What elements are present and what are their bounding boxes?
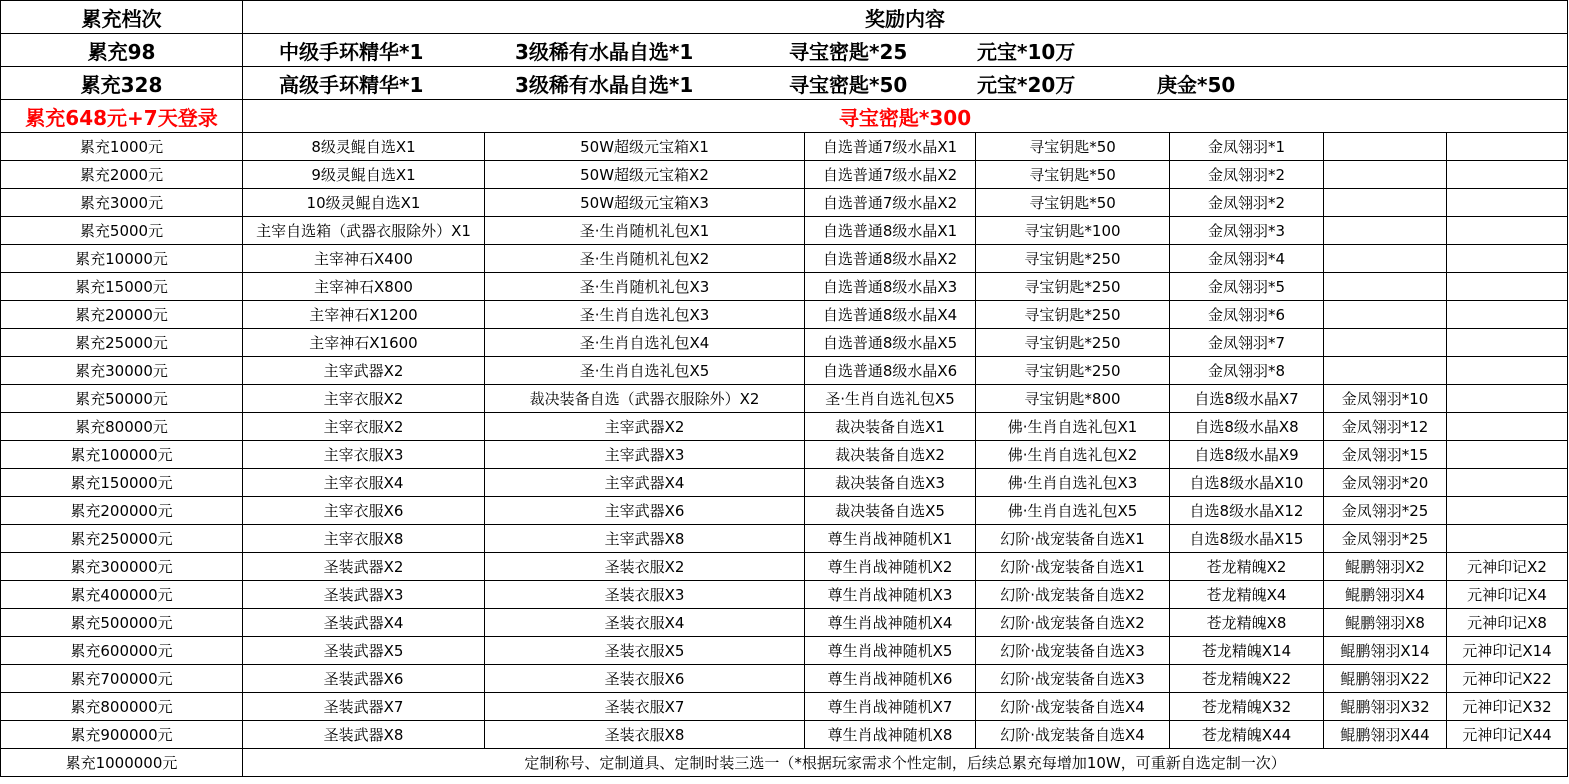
reward-cell: 金凤翎羽*25 <box>1324 525 1447 553</box>
header-row <box>1 1 1568 34</box>
table-row <box>1 553 1568 581</box>
reward-cell: 金凤翎羽*15 <box>1324 441 1447 469</box>
table-row <box>1 189 1568 217</box>
reward-cell: 苍龙精魄X2 <box>1170 553 1324 581</box>
reward-cell: 鲲鹏翎羽X32 <box>1324 693 1447 721</box>
reward-cell: 苍龙精魄X4 <box>1170 581 1324 609</box>
reward-cell: 圣·生肖随机礼包X2 <box>485 245 805 273</box>
tier-cell: 累充30000元 <box>1 357 243 385</box>
reward-cell: 圣装武器X7 <box>243 693 485 721</box>
reward-cell <box>1324 329 1447 357</box>
reward-item: 3级稀有水晶自选*1 <box>515 72 694 97</box>
reward-cell: 圣装衣服X6 <box>485 665 805 693</box>
reward-cell: 尊生肖战神随机X7 <box>805 693 976 721</box>
reward-cell: 金凤翎羽*12 <box>1324 413 1447 441</box>
reward-cell: 尊生肖战神随机X4 <box>805 609 976 637</box>
reward-cell: 圣·生肖自选礼包X5 <box>805 385 976 413</box>
reward-cell: 金凤翎羽*6 <box>1170 301 1324 329</box>
reward-cell: 鲲鹏翎羽X22 <box>1324 665 1447 693</box>
table-row <box>1 609 1568 637</box>
reward-cell: 主宰武器X3 <box>485 441 805 469</box>
reward-cell <box>1324 301 1447 329</box>
reward-cell <box>1324 273 1447 301</box>
reward-cell <box>243 67 1568 100</box>
reward-cell: 圣装武器X3 <box>243 581 485 609</box>
reward-cell: 幻阶·战宠装备自选X2 <box>976 581 1170 609</box>
reward-cell: 裁决装备自选X3 <box>805 469 976 497</box>
reward-cell: 元神印记X44 <box>1447 721 1568 749</box>
reward-cell <box>1447 525 1568 553</box>
reward-cell: 元神印记X32 <box>1447 693 1568 721</box>
reward-cell: 50W超级元宝箱X2 <box>485 161 805 189</box>
tier-cell: 累充25000元 <box>1 329 243 357</box>
table-row <box>1 665 1568 693</box>
reward-cell: 苍龙精魄X14 <box>1170 637 1324 665</box>
reward-cell: 佛·生肖自选礼包X5 <box>976 497 1170 525</box>
reward-cell: 10级灵鲲自选X1 <box>243 189 485 217</box>
reward-cell: 幻阶·战宠装备自选X2 <box>976 609 1170 637</box>
reward-cell: 圣装武器X8 <box>243 721 485 749</box>
reward-cell: 主宰武器X6 <box>485 497 805 525</box>
reward-cell: 自选8级水晶X10 <box>1170 469 1324 497</box>
reward-cell: 苍龙精魄X32 <box>1170 693 1324 721</box>
tier-cell: 累充900000元 <box>1 721 243 749</box>
reward-cell <box>1447 189 1568 217</box>
reward-cell <box>1447 329 1568 357</box>
reward-cell <box>243 34 1568 67</box>
reward-cell: 寻宝钥匙*50 <box>976 161 1170 189</box>
special-row <box>1 100 1568 133</box>
reward-cell: 金凤翎羽*10 <box>1324 385 1447 413</box>
reward-cell: 尊生肖战神随机X5 <box>805 637 976 665</box>
reward-cell: 鲲鹏翎羽X2 <box>1324 553 1447 581</box>
table-row <box>1 357 1568 385</box>
reward-cell: 圣装衣服X8 <box>485 721 805 749</box>
table-row <box>1 245 1568 273</box>
table-row <box>1 413 1568 441</box>
footer-row <box>1 749 1568 777</box>
reward-cell: 寻宝钥匙*800 <box>976 385 1170 413</box>
reward-cell: 幻阶·战宠装备自选X1 <box>976 525 1170 553</box>
reward-cell: 圣装武器X6 <box>243 665 485 693</box>
reward-cell: 主宰神石X800 <box>243 273 485 301</box>
tier-cell: 累充5000元 <box>1 217 243 245</box>
reward-cell: 金凤翎羽*3 <box>1170 217 1324 245</box>
reward-cell: 主宰衣服X2 <box>243 385 485 413</box>
reward-cell: 金凤翎羽*1 <box>1170 133 1324 161</box>
reward-cell: 主宰衣服X2 <box>243 413 485 441</box>
reward-cell <box>1447 497 1568 525</box>
reward-cell: 主宰武器X2 <box>243 357 485 385</box>
reward-cell: 8级灵鲲自选X1 <box>243 133 485 161</box>
reward-cell: 自选普通7级水晶X1 <box>805 133 976 161</box>
reward-cell: 圣装武器X2 <box>243 553 485 581</box>
reward-cell: 金凤翎羽*25 <box>1324 497 1447 525</box>
reward-cell: 自选8级水晶X12 <box>1170 497 1324 525</box>
reward-cell: 佛·生肖自选礼包X3 <box>976 469 1170 497</box>
reward-cell <box>1324 217 1447 245</box>
reward-cell: 寻宝钥匙*250 <box>976 329 1170 357</box>
table-row <box>1 497 1568 525</box>
special-tier-cell: 累充648元+7天登录 <box>1 100 243 133</box>
tier-cell: 累充3000元 <box>1 189 243 217</box>
reward-cell: 尊生肖战神随机X6 <box>805 665 976 693</box>
reward-item: 元宝*10万 <box>977 39 1076 64</box>
reward-cell: 主宰武器X4 <box>485 469 805 497</box>
reward-cell: 自选普通8级水晶X3 <box>805 273 976 301</box>
reward-cell <box>1324 161 1447 189</box>
reward-cell: 金凤翎羽*2 <box>1170 189 1324 217</box>
tier-cell: 累充300000元 <box>1 553 243 581</box>
reward-cell: 幻阶·战宠装备自选X1 <box>976 553 1170 581</box>
reward-cell: 自选普通8级水晶X2 <box>805 245 976 273</box>
top-row <box>1 67 1568 100</box>
reward-cell: 幻阶·战宠装备自选X3 <box>976 665 1170 693</box>
reward-cell: 尊生肖战神随机X1 <box>805 525 976 553</box>
reward-cell: 圣装衣服X4 <box>485 609 805 637</box>
tier-cell: 累充250000元 <box>1 525 243 553</box>
reward-cell: 圣·生肖自选礼包X5 <box>485 357 805 385</box>
reward-cell: 苍龙精魄X44 <box>1170 721 1324 749</box>
tier-cell: 累充1000元 <box>1 133 243 161</box>
reward-cell: 金凤翎羽*7 <box>1170 329 1324 357</box>
reward-cell <box>1447 133 1568 161</box>
reward-cell: 圣装武器X5 <box>243 637 485 665</box>
reward-cell: 裁决装备自选X1 <box>805 413 976 441</box>
reward-cell <box>1447 469 1568 497</box>
reward-cell: 主宰神石X400 <box>243 245 485 273</box>
reward-cell: 元神印记X22 <box>1447 665 1568 693</box>
table-row <box>1 133 1568 161</box>
table-row <box>1 581 1568 609</box>
reward-cell: 自选8级水晶X7 <box>1170 385 1324 413</box>
reward-cell: 裁决装备自选X5 <box>805 497 976 525</box>
reward-cell <box>1324 133 1447 161</box>
reward-cell: 幻阶·战宠装备自选X4 <box>976 693 1170 721</box>
table-row <box>1 217 1568 245</box>
reward-cell: 佛·生肖自选礼包X1 <box>976 413 1170 441</box>
reward-cell: 主宰衣服X4 <box>243 469 485 497</box>
reward-item: 寻宝密匙*25 <box>789 39 908 64</box>
reward-cell: 苍龙精魄X22 <box>1170 665 1324 693</box>
reward-cell: 自选普通8级水晶X6 <box>805 357 976 385</box>
reward-cell: 元神印记X4 <box>1447 581 1568 609</box>
tier-cell: 累充500000元 <box>1 609 243 637</box>
reward-cell: 圣·生肖随机礼包X3 <box>485 273 805 301</box>
tier-cell: 累充700000元 <box>1 665 243 693</box>
reward-cell: 寻宝钥匙*250 <box>976 245 1170 273</box>
reward-cell <box>1324 245 1447 273</box>
reward-cell: 自选普通7级水晶X2 <box>805 189 976 217</box>
reward-cell: 尊生肖战神随机X2 <box>805 553 976 581</box>
reward-item: 高级手环精华*1 <box>279 72 424 97</box>
reward-cell: 金凤翎羽*2 <box>1170 161 1324 189</box>
reward-cell: 主宰衣服X6 <box>243 497 485 525</box>
tier-cell: 累充50000元 <box>1 385 243 413</box>
reward-cell <box>1447 441 1568 469</box>
tier-cell: 累充15000元 <box>1 273 243 301</box>
table-row <box>1 637 1568 665</box>
tier-cell: 累充100000元 <box>1 441 243 469</box>
reward-cell: 寻宝钥匙*50 <box>976 189 1170 217</box>
reward-cell: 自选8级水晶X8 <box>1170 413 1324 441</box>
reward-item: 元宝*20万 <box>977 72 1076 97</box>
tier-rows <box>1 133 1568 749</box>
top-row <box>1 34 1568 67</box>
table-row <box>1 329 1568 357</box>
reward-cell: 鲲鹏翎羽X14 <box>1324 637 1447 665</box>
reward-cell: 鲲鹏翎羽X44 <box>1324 721 1447 749</box>
reward-item: 3级稀有水晶自选*1 <box>515 39 694 64</box>
reward-item: 寻宝密匙*50 <box>789 72 908 97</box>
reward-cell: 尊生肖战神随机X8 <box>805 721 976 749</box>
reward-cell: 金凤翎羽*20 <box>1324 469 1447 497</box>
table-row <box>1 273 1568 301</box>
reward-cell <box>1324 357 1447 385</box>
reward-cell: 金凤翎羽*8 <box>1170 357 1324 385</box>
tier-cell: 累充200000元 <box>1 497 243 525</box>
reward-cell: 主宰神石X1200 <box>243 301 485 329</box>
tier-cell: 累充2000元 <box>1 161 243 189</box>
table-row <box>1 525 1568 553</box>
table-row <box>1 721 1568 749</box>
tier-cell: 累充800000元 <box>1 693 243 721</box>
reward-column-header: 奖励内容 <box>243 1 1568 34</box>
reward-cell: 自选普通8级水晶X4 <box>805 301 976 329</box>
reward-cell: 鲲鹏翎羽X8 <box>1324 609 1447 637</box>
reward-cell: 圣·生肖自选礼包X4 <box>485 329 805 357</box>
table-row <box>1 441 1568 469</box>
special-reward-cell: 寻宝密匙*300 <box>243 100 1568 133</box>
reward-cell: 幻阶·战宠装备自选X3 <box>976 637 1170 665</box>
reward-cell: 金凤翎羽*4 <box>1170 245 1324 273</box>
reward-cell: 裁决装备自选X2 <box>805 441 976 469</box>
tier-cell: 累充80000元 <box>1 413 243 441</box>
reward-cell: 裁决装备自选（武器衣服除外）X2 <box>485 385 805 413</box>
reward-cell: 自选普通7级水晶X2 <box>805 161 976 189</box>
reward-cell: 元神印记X2 <box>1447 553 1568 581</box>
reward-cell: 50W超级元宝箱X3 <box>485 189 805 217</box>
reward-cell: 圣·生肖随机礼包X1 <box>485 217 805 245</box>
reward-cell: 元神印记X8 <box>1447 609 1568 637</box>
tier-cell: 累充400000元 <box>1 581 243 609</box>
table-row <box>1 385 1568 413</box>
tier-cell: 累充10000元 <box>1 245 243 273</box>
reward-cell: 9级灵鲲自选X1 <box>243 161 485 189</box>
table-row <box>1 161 1568 189</box>
reward-cell: 圣装衣服X3 <box>485 581 805 609</box>
reward-cell: 佛·生肖自选礼包X2 <box>976 441 1170 469</box>
reward-cell: 苍龙精魄X8 <box>1170 609 1324 637</box>
tier-cell: 累充20000元 <box>1 301 243 329</box>
reward-cell: 元神印记X14 <box>1447 637 1568 665</box>
reward-cell <box>1447 385 1568 413</box>
reward-cell <box>1447 357 1568 385</box>
reward-cell: 鲲鹏翎羽X4 <box>1324 581 1447 609</box>
tier-cell: 累充98 <box>1 34 243 67</box>
reward-cell: 尊生肖战神随机X3 <box>805 581 976 609</box>
tier-cell: 累充600000元 <box>1 637 243 665</box>
table-row <box>1 469 1568 497</box>
table-row <box>1 693 1568 721</box>
reward-cell: 自选普通8级水晶X5 <box>805 329 976 357</box>
table-row <box>1 301 1568 329</box>
reward-cell: 主宰武器X8 <box>485 525 805 553</box>
reward-cell <box>1447 273 1568 301</box>
tier-cell: 累充328 <box>1 67 243 100</box>
footer-tier-cell: 累充1000000元 <box>1 749 243 777</box>
reward-cell: 主宰神石X1600 <box>243 329 485 357</box>
reward-cell: 圣装武器X4 <box>243 609 485 637</box>
reward-cell <box>1447 245 1568 273</box>
reward-cell <box>1447 301 1568 329</box>
reward-cell: 圣装衣服X7 <box>485 693 805 721</box>
reward-item: 中级手环精华*1 <box>279 39 424 64</box>
reward-cell: 圣·生肖自选礼包X3 <box>485 301 805 329</box>
reward-cell: 寻宝钥匙*250 <box>976 357 1170 385</box>
reward-cell <box>1447 217 1568 245</box>
footer-text-cell: 定制称号、定制道具、定制时装三选一（*根据玩家需求个性定制，后续总累充每增加10W，可重新自选定制一次） <box>243 749 1568 777</box>
reward-cell: 寻宝钥匙*250 <box>976 301 1170 329</box>
reward-cell: 主宰武器X2 <box>485 413 805 441</box>
reward-cell: 主宰衣服X8 <box>243 525 485 553</box>
reward-cell <box>1447 413 1568 441</box>
reward-cell: 50W超级元宝箱X1 <box>485 133 805 161</box>
reward-cell: 自选8级水晶X9 <box>1170 441 1324 469</box>
reward-cell: 主宰衣服X3 <box>243 441 485 469</box>
reward-item: 庚金*50 <box>1157 72 1236 97</box>
reward-cell <box>1447 161 1568 189</box>
reward-cell: 寻宝钥匙*100 <box>976 217 1170 245</box>
tier-column-header: 累充档次 <box>1 1 243 34</box>
reward-cell: 金凤翎羽*5 <box>1170 273 1324 301</box>
reward-cell: 主宰自选箱（武器衣服除外）X1 <box>243 217 485 245</box>
reward-cell: 寻宝钥匙*50 <box>976 133 1170 161</box>
reward-cell <box>1324 189 1447 217</box>
reward-cell: 圣装衣服X5 <box>485 637 805 665</box>
reward-cell: 幻阶·战宠装备自选X4 <box>976 721 1170 749</box>
reward-cell: 自选8级水晶X15 <box>1170 525 1324 553</box>
tier-cell: 累充150000元 <box>1 469 243 497</box>
reward-cell: 寻宝钥匙*250 <box>976 273 1170 301</box>
reward-cell: 圣装衣服X2 <box>485 553 805 581</box>
reward-cell: 自选普通8级水晶X1 <box>805 217 976 245</box>
